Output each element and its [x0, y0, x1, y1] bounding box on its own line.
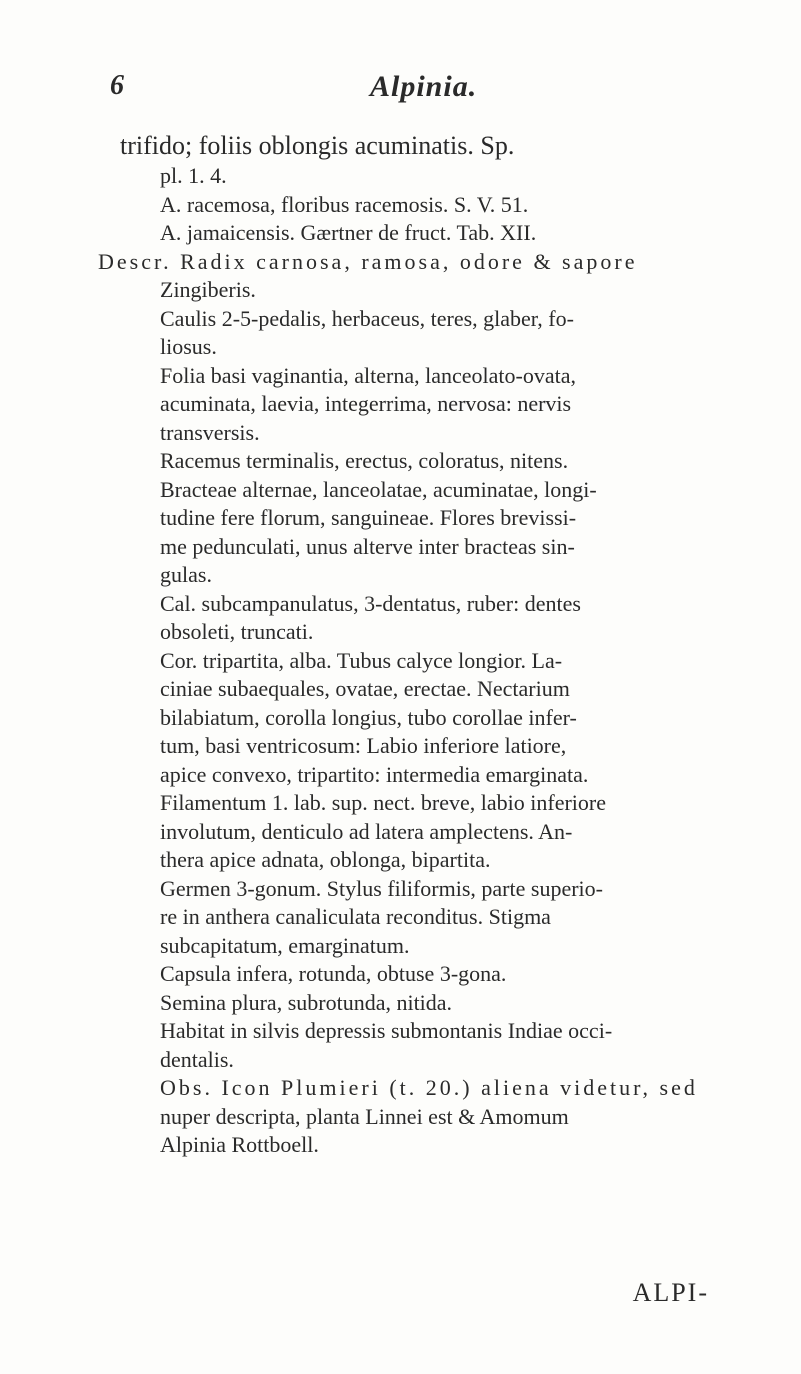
page-number: 6: [110, 70, 124, 101]
catchword: ALPI-: [632, 1278, 709, 1307]
page-header: [0, 70, 801, 110]
text-line: obsoleti, truncati.: [160, 619, 314, 644]
text-line: Obs. Icon Plumieri (t. 20.) aliena videtur, sed: [160, 1075, 698, 1100]
body-text: [98, 130, 780, 1160]
text-line: acuminata, laevia, integerrima, nervosa: nervis: [160, 391, 572, 416]
text-line: transversis.: [160, 419, 260, 445]
text-line: Folia basi vaginantia, alterna, lanceolato-ovata,: [160, 362, 577, 388]
text-line: bilabiatum, corolla longius, tubo corollae infer-: [160, 704, 577, 730]
text-line: apice convexo, tripartito: intermedia emarginata.: [160, 761, 589, 787]
text-line: gulas.: [160, 562, 212, 587]
text-line: nuper descripta, planta Linnei est & Amomum: [160, 1103, 569, 1129]
text-line: Cal. subcampanulatus, 3-dentatus, ruber: dentes: [160, 590, 581, 616]
text-line: involutum, denticulo ad latera amplectens. An-: [160, 818, 573, 844]
text-line: Caulis 2-5-pedalis, herbaceus, teres, glaber, fo-: [160, 305, 574, 331]
text-line: liosus.: [160, 334, 217, 359]
text-line: tum, basi ventricosum: Labio inferiore latiore,: [160, 733, 567, 758]
text-line: Bracteae alternae, lanceolatae, acuminatae, longi-: [160, 476, 597, 502]
text-line: Semina plura, subrotunda, nitida.: [160, 989, 453, 1015]
text-line: Habitat in silvis depressis submontanis Indiae occi-: [160, 1018, 613, 1043]
text-line: Descr. Radix carnosa, ramosa, odore & sapore: [98, 248, 638, 274]
text-line: Cor. tripartita, alba. Tubus calyce longior. La-: [160, 647, 563, 673]
text-line: pl. 1. 4.: [160, 163, 227, 188]
text-line: me pedunculati, unus alterve inter bracteas sin-: [160, 533, 575, 559]
text-line: Racemus terminalis, erectus, coloratus, nitens.: [160, 448, 569, 473]
text-line: trifido; foliis oblongis acuminatis. Sp.: [120, 131, 515, 160]
text-line: ciniae subaequales, ovatae, erectae. Nectarium: [160, 676, 570, 701]
text-line: subcapitatum, emarginatum.: [160, 932, 410, 958]
text-line: Germen 3-gonum. Stylus filiformis, parte superio-: [160, 875, 603, 901]
text-line: re in anthera canaliculata reconditus. Stigma: [160, 904, 551, 929]
text-line: Capsula infera, rotunda, obtuse 3-gona.: [160, 961, 507, 986]
text-line: A. jamaicensis. Gærtner de fruct. Tab. XII.: [160, 220, 537, 245]
text-line: A. racemosa, floribus racemosis. S. V. 51.: [160, 191, 529, 217]
text-line: Alpinia Rottboell.: [160, 1132, 319, 1157]
text-line: Zingiberis.: [160, 277, 256, 302]
text-line: thera apice adnata, oblonga, bipartita.: [160, 847, 491, 872]
text-line: dentalis.: [160, 1046, 234, 1072]
text-line: Filamentum 1. lab. sup. nect. breve, labio inferiore: [160, 790, 606, 815]
running-head: Alpinia.: [370, 70, 478, 103]
text-line: tudine fere florum, sanguineae. Flores brevissi-: [160, 505, 577, 530]
